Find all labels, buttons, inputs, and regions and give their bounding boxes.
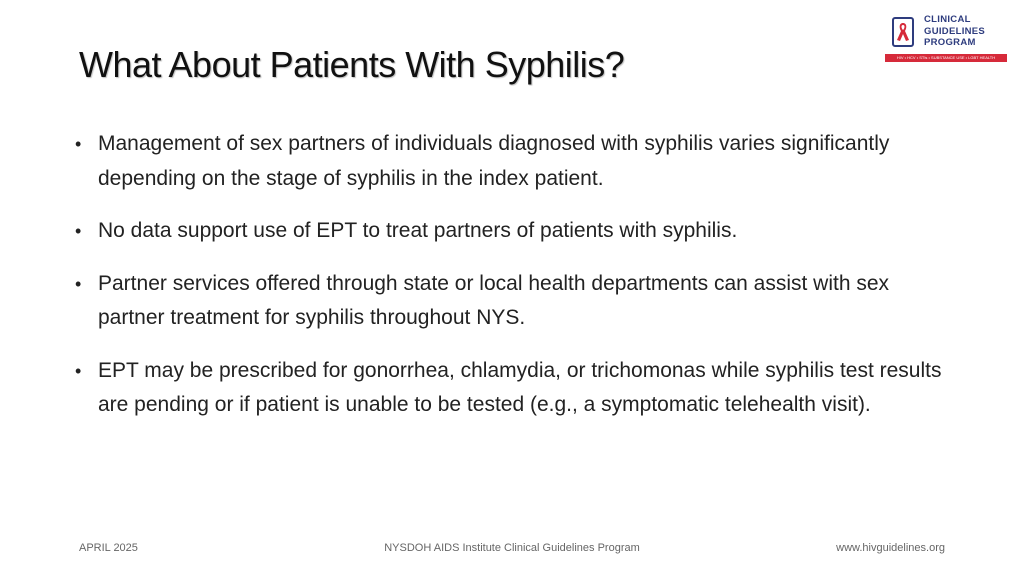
- bullet-text: Management of sex partners of individuals diagnosed with syphilis varies significantly depending on the stage of syphilis in the index patient.: [98, 132, 890, 190]
- slide-title: What About Patients With Syphilis?: [79, 44, 625, 85]
- logo-line-2: GUIDELINES: [924, 25, 986, 37]
- red-ribbon-icon: [896, 22, 910, 42]
- bullet-dot: •: [75, 360, 82, 381]
- footer-date: APRIL 2025: [79, 542, 138, 554]
- bullet-list: [74, 127, 954, 441]
- logo-line-1: CLINICAL: [924, 14, 971, 25]
- logo-frame: [892, 17, 914, 47]
- bullet-dot: •: [75, 273, 82, 294]
- footer-website[interactable]: www.hivguidelines.org: [836, 542, 945, 554]
- bullet-text: No data support use of EPT to treat partners of patients with syphilis.: [98, 219, 738, 242]
- bullet-text: Partner services offered through state or local health departments can assist with sex partner treatment for syphilis throughout NYS.: [98, 271, 890, 329]
- logo-line-3: PROGRAM: [924, 37, 976, 48]
- bullet-item: [74, 354, 954, 423]
- bullet-item: [74, 127, 954, 196]
- bullet-item: [74, 267, 954, 336]
- clinical-guidelines-program-logo: [885, 14, 1007, 64]
- footer-organization: NYSDOH AIDS Institute Clinical Guidelines Program: [384, 542, 640, 554]
- bullet-text: EPT may be prescribed for gonorrhea, chlamydia, or trichomonas while syphilis test results are pending or if patient is unable to be tested (e.g., a symptomatic telehealth visit).: [98, 358, 942, 416]
- bullet-dot: •: [75, 221, 82, 241]
- bullet-dot: •: [75, 134, 82, 154]
- bullet-item: [74, 214, 954, 249]
- logo-text: [924, 14, 985, 49]
- logo-tagline: HIV • HCV • STIs • SUBSTANCE USE • LGBT HEALTH: [885, 54, 1007, 62]
